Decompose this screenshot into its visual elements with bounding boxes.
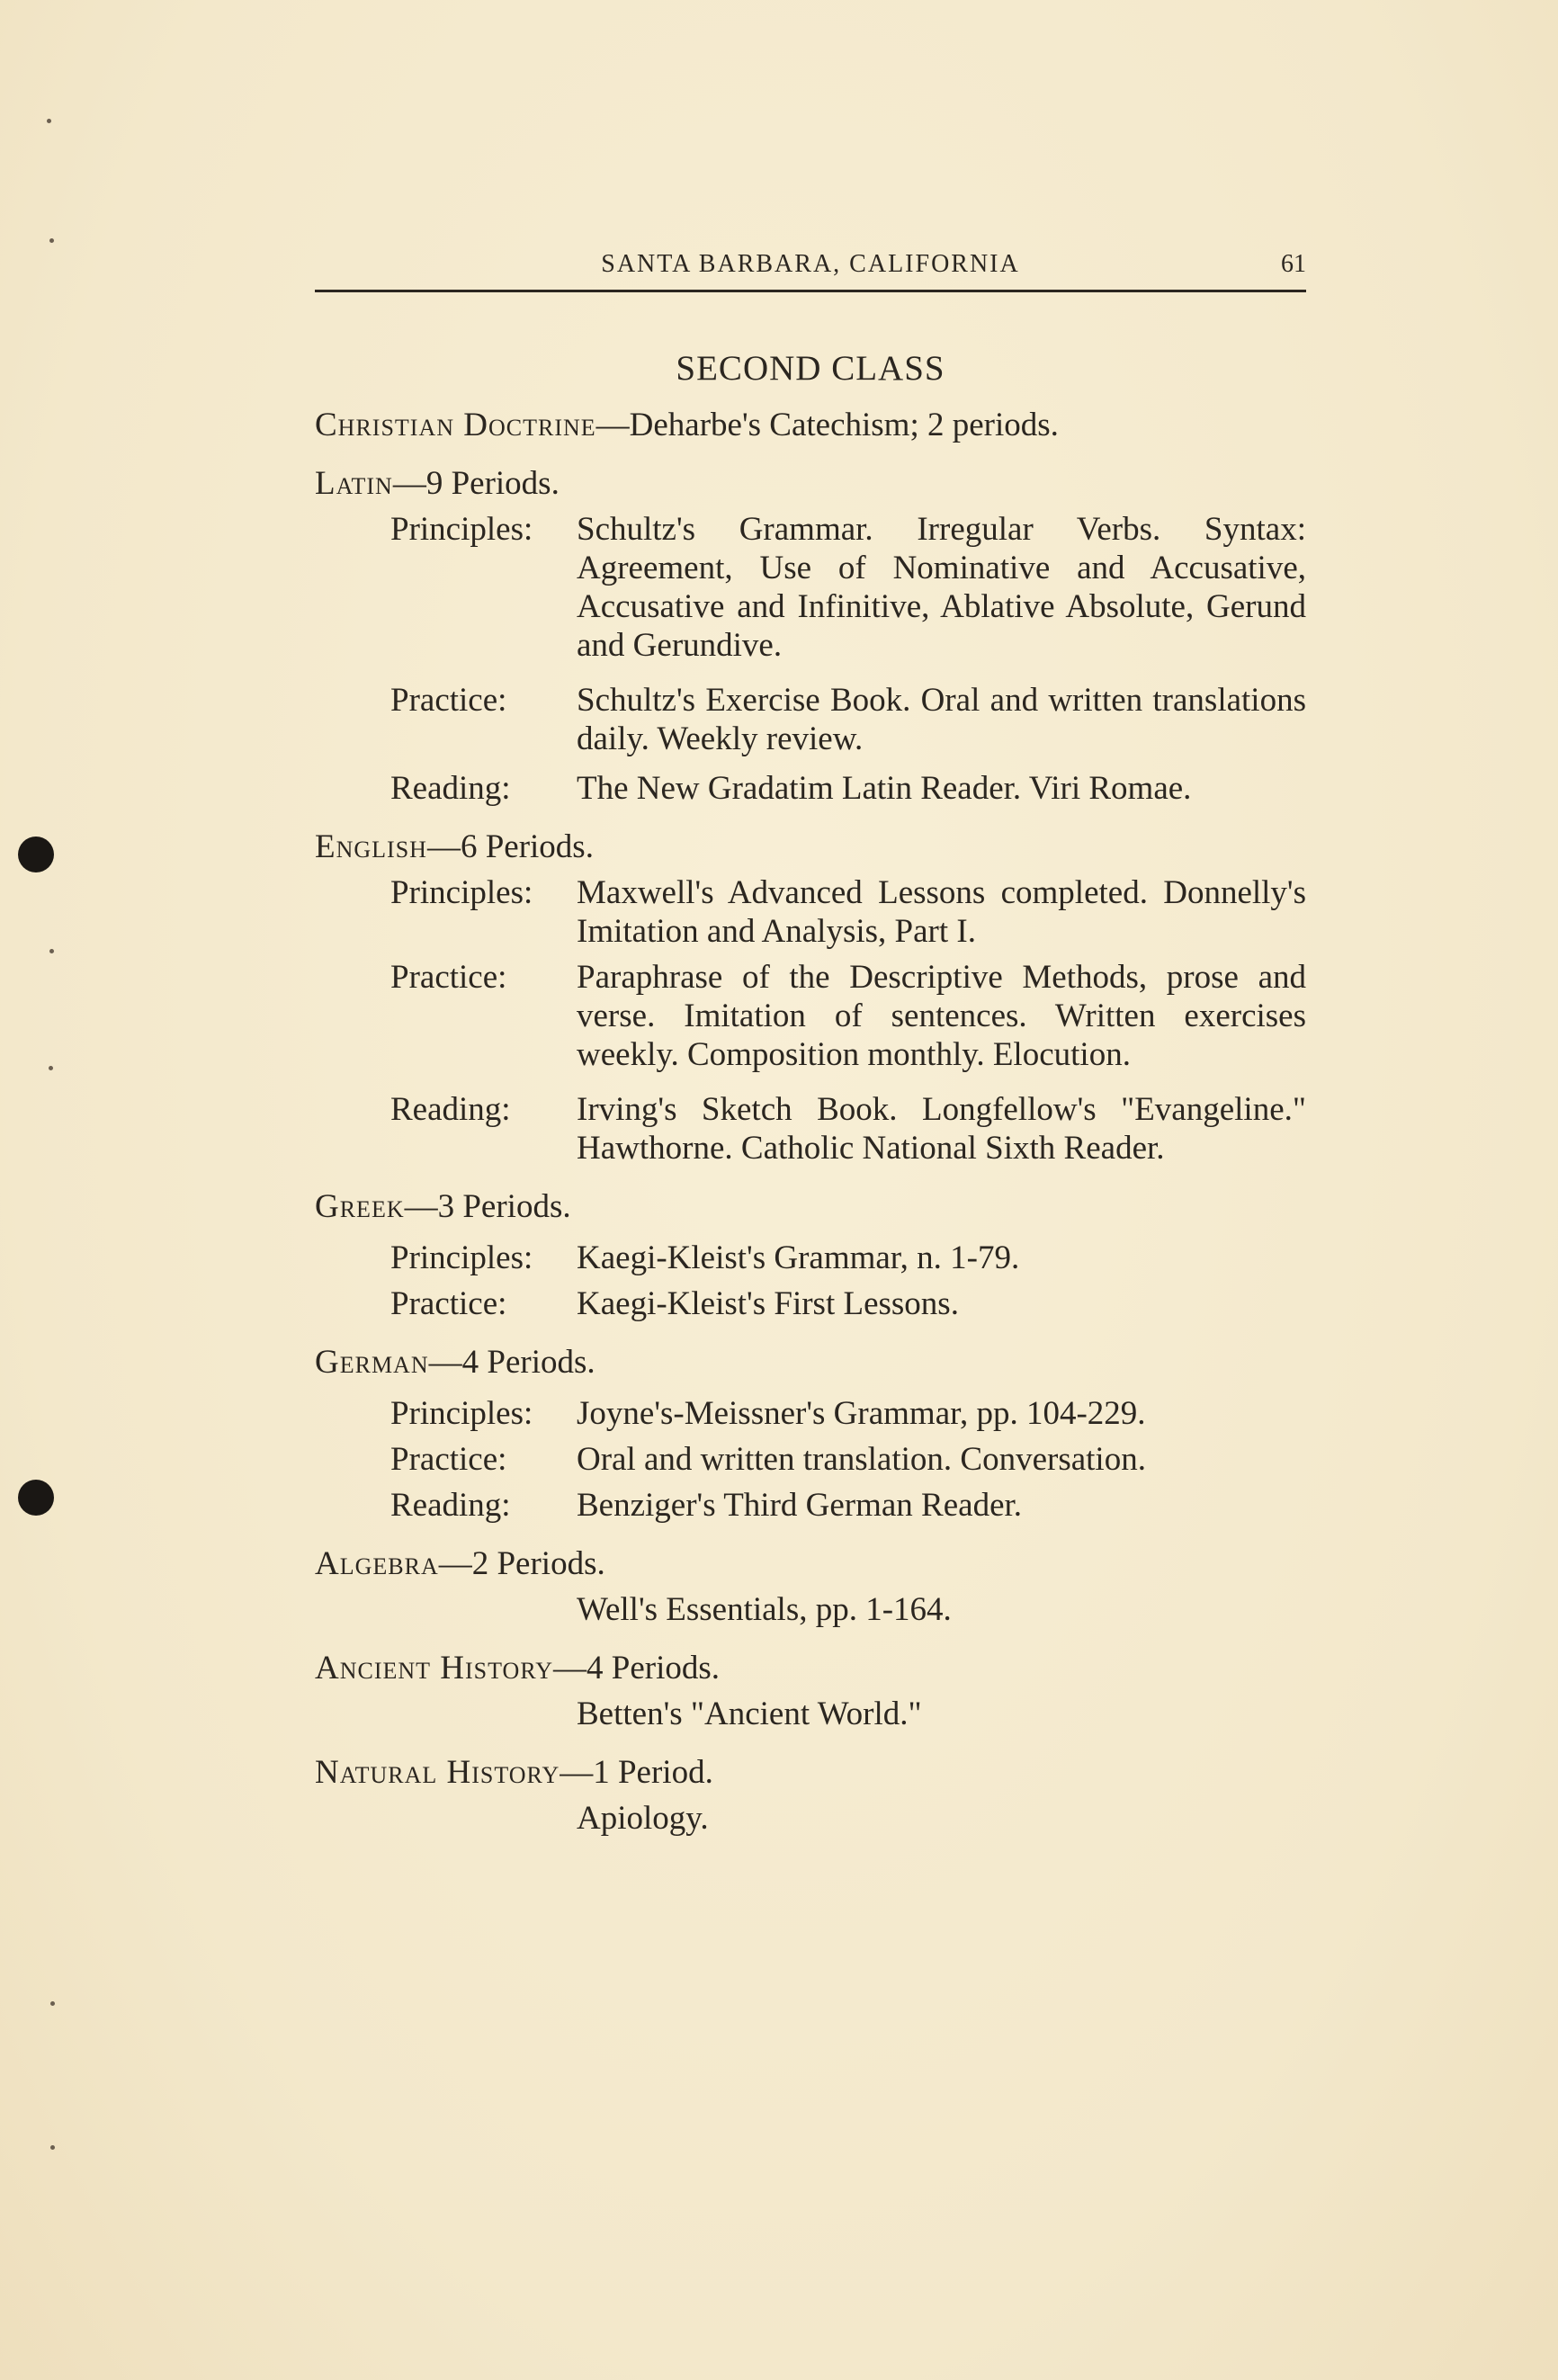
row-text: Joyne's-Meissner's Grammar, pp. 104-229. (577, 1395, 1146, 1432)
row-text: Kaegi-Kleist's Grammar, n. 1-79. (577, 1239, 1020, 1276)
binder-hole (18, 1480, 54, 1516)
binder-hole (18, 837, 54, 872)
practice-row (390, 1440, 1306, 1479)
subject-heading (315, 1753, 1306, 1792)
practice-row (390, 958, 1306, 1074)
subject-name: Ancient History (315, 1650, 553, 1687)
subject-periods: —2 Periods. (438, 1545, 605, 1582)
principles-row (390, 1239, 1306, 1277)
paper-speck (49, 949, 54, 953)
row-label: Practice: (390, 1285, 507, 1322)
subject-periods: —Deharbe's Catechism; 2 periods. (595, 407, 1059, 443)
subject-periods: —6 Periods. (426, 828, 594, 865)
subject-periods: —4 Periods. (553, 1650, 720, 1687)
subject-periods: —9 Periods. (392, 465, 560, 502)
reading-row (390, 769, 1306, 808)
paper-speck (50, 2001, 55, 2006)
row-label: Principles: (390, 1395, 533, 1432)
subject-name: English (315, 828, 427, 865)
row-label: Reading: (390, 1091, 511, 1128)
subject-name: German (315, 1344, 429, 1381)
row-text: Schultz's Exercise Book. Oral and written translations daily. Weekly review. (577, 682, 1306, 757)
paper-speck (50, 2145, 55, 2150)
subject-periods: —3 Periods. (404, 1188, 571, 1225)
section-title: SECOND CLASS (676, 349, 945, 388)
principles-row (390, 873, 1306, 951)
row-label: Reading: (390, 1487, 511, 1524)
subject-name: Algebra (315, 1545, 439, 1582)
row-label: Practice: (390, 1441, 507, 1478)
paper-speck (49, 238, 54, 243)
row-label: Practice: (390, 959, 507, 996)
subject-english (315, 828, 1306, 1168)
row-text: Oral and written translation. Conversation. (577, 1441, 1146, 1478)
running-head (315, 250, 1306, 286)
subject-natural-history (315, 1753, 1306, 1838)
reading-row (390, 1486, 1306, 1525)
subject-ancient-history (315, 1649, 1306, 1733)
row-text: Paraphrase of the Descriptive Methods, prose and verse. Imitation of sentences. Written exercises weekly. Composition monthly. Elocution. (577, 959, 1306, 1073)
row-label: Principles: (390, 1239, 533, 1276)
practice-row (390, 1284, 1306, 1323)
subject-text: Apiology. (577, 1800, 709, 1837)
row-label: Reading: (390, 770, 511, 807)
subject-name: Latin (315, 465, 393, 502)
row-text: Benziger's Third German Reader. (577, 1487, 1023, 1524)
practice-row (390, 681, 1306, 758)
subject-latin (315, 464, 1306, 808)
row-text: Irving's Sketch Book. Longfellow's "Evangeline." Hawthorne. Catholic National Sixth Reader. (577, 1091, 1306, 1167)
page-number: 61 (1281, 250, 1306, 278)
row-label: Practice: (390, 682, 507, 719)
subject-german (315, 1343, 1306, 1525)
row-text: The New Gradatim Latin Reader. Viri Romae. (577, 770, 1192, 807)
subject-christian-doctrine (315, 406, 1306, 444)
subject-heading (315, 1343, 1306, 1382)
subject-greek (315, 1187, 1306, 1323)
subject-periods: —4 Periods. (428, 1344, 595, 1381)
subject-heading (315, 406, 1306, 444)
paper-speck (47, 119, 51, 123)
subject-heading (315, 464, 1306, 503)
row-label: Principles: (390, 511, 533, 548)
subject-text: Betten's "Ancient World." (577, 1696, 922, 1732)
row-text: Schultz's Grammar. Irregular Verbs. Syntax: Agreement, Use of Nominative and Accusative, Accusative and Infinitive, Ablative Absolute, Gerund and Gerundive. (577, 511, 1306, 664)
principles-row (390, 1394, 1306, 1433)
row-text: Maxwell's Advanced Lessons completed. Donnelly's Imitation and Analysis, Part I. (577, 874, 1306, 950)
subject-heading (315, 1187, 1306, 1226)
row-label: Principles: (390, 874, 533, 911)
subject-text: Well's Essentials, pp. 1-164. (577, 1591, 952, 1628)
reading-row (390, 1090, 1306, 1168)
row-text: Kaegi-Kleist's First Lessons. (577, 1285, 959, 1322)
subject-algebra (315, 1544, 1306, 1629)
paper-speck (49, 1066, 53, 1070)
subject-heading (315, 828, 1306, 866)
subject-name: Greek (315, 1188, 405, 1225)
subject-heading (315, 1649, 1306, 1687)
subject-heading (315, 1544, 1306, 1583)
header-rule (315, 290, 1306, 292)
running-head-place: SANTA BARBARA, CALIFORNIA (601, 250, 1020, 278)
subject-name: Natural History (315, 1754, 560, 1791)
subject-periods: —1 Period. (560, 1754, 713, 1791)
subject-name: Christian Doctrine (315, 407, 596, 443)
principles-row (390, 510, 1306, 665)
page-body (315, 342, 1306, 1857)
